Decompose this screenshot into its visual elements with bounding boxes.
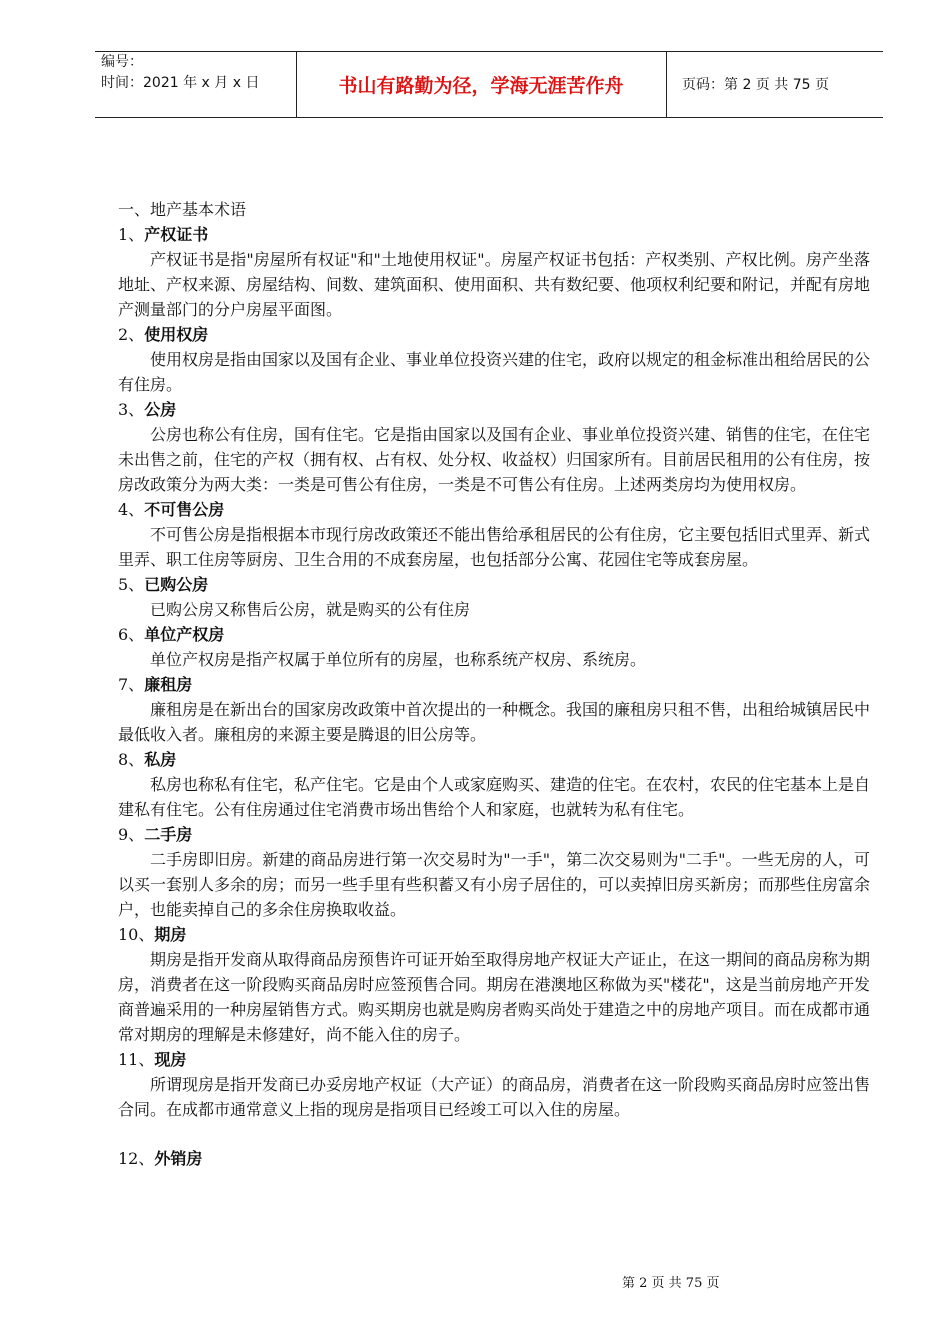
term-paragraph: 私房也称私有住宅，私产住宅。它是由个人或家庭购买、建造的住宅。在农村，农民的住宅基本上是自建私有住宅。公有住房通过住宅消费市场出售给个人和家庭，也就转为私有住宅。 bbox=[118, 775, 871, 819]
term-title: 二手房 bbox=[144, 825, 193, 844]
term-title: 廉租房 bbox=[144, 675, 193, 694]
term-number: 2、 bbox=[118, 325, 145, 344]
term-paragraph: 已购公房又称售后公房，就是购买的公有住房 bbox=[150, 600, 471, 619]
term-entry bbox=[118, 922, 870, 1047]
term-number: 3、 bbox=[118, 400, 145, 419]
header-meta bbox=[101, 52, 259, 94]
term-title: 私房 bbox=[144, 750, 177, 769]
header-number-label: 编号： bbox=[101, 54, 143, 70]
term-entry bbox=[118, 397, 870, 497]
term-paragraph: 单位产权房是指产权属于单位所有的房屋，也称系统产权房、系统房。 bbox=[150, 650, 647, 669]
term-entry bbox=[118, 497, 870, 572]
header-time-label: 时间：2021 年 x 月 x 日 bbox=[101, 75, 260, 91]
section-heading: 一、地产基本术语 bbox=[118, 200, 247, 219]
document-body bbox=[118, 197, 870, 1171]
page-footer: 第 2 页 共 75 页 bbox=[622, 1276, 720, 1291]
term-number: 4、 bbox=[118, 500, 145, 519]
term-paragraph: 二手房即旧房。新建的商品房进行第一次交易时为"一手"，第二次交易则为"二手"。一些无房的人，可以买一套别人多余的房；而另一些手里有些积蓄又有小房子居住的，可以卖掉旧房买新房；而那些住房富余户，也能卖掉自己的多余住房换取收益。 bbox=[118, 850, 871, 919]
term-number: 12、 bbox=[118, 1149, 155, 1168]
term-paragraph: 产权证书是指"房屋所有权证"和"土地使用权证"。房屋产权证书包括：产权类别、产权比例。房产坐落地址、产权来源、房屋结构、间数、建筑面积、使用面积、共有数纪要、他项权利纪要和附记，并配有房地产测量部门的分户房屋平面图。 bbox=[118, 250, 871, 319]
term-title: 公房 bbox=[144, 400, 177, 419]
term-heading bbox=[118, 222, 870, 247]
header-motto: 书山有路勤为径，学海无涯苦作舟 bbox=[338, 74, 624, 97]
term-paragraph: 不可售公房是指根据本市现行房改政策还不能出售给承租居民的公有住房，它主要包括旧式里弄、新式里弄、职工住房等厨房、卫生合用的不成套房屋，也包括部分公寓、花园住宅等成套房屋。 bbox=[118, 525, 871, 569]
term-number: 8、 bbox=[118, 750, 145, 769]
term-heading bbox=[118, 1047, 870, 1072]
term-entry bbox=[118, 322, 870, 397]
header-divider-right bbox=[666, 51, 667, 117]
term-heading bbox=[118, 572, 870, 597]
term-title: 产权证书 bbox=[144, 225, 209, 244]
term-entry bbox=[118, 622, 870, 672]
term-heading bbox=[118, 1146, 870, 1171]
term-heading bbox=[118, 322, 870, 347]
term-entry bbox=[118, 222, 870, 322]
term-title: 现房 bbox=[154, 1050, 187, 1069]
term-entry bbox=[118, 822, 870, 922]
term-entry bbox=[118, 747, 870, 822]
term-paragraph: 公房也称公有住房，国有住宅。它是指由国家以及国有企业、事业单位投资兴建、销售的住宅，在住宅未出售之前，住宅的产权（拥有权、占有权、处分权、收益权）归国家所有。目前居民租用的公有住房，按房改政策分为两大类：一类是可售公有住房，一类是不可售公有住房。上述两类房均为使用权房。 bbox=[118, 425, 871, 494]
term-heading bbox=[118, 672, 870, 697]
term-entry bbox=[118, 1146, 870, 1171]
term-paragraph: 所谓现房是指开发商已办妥房地产权证（大产证）的商品房，消费者在这一阶段购买商品房时应签出售合同。在成都市通常意义上指的现房是指项目已经竣工可以入住的房屋。 bbox=[118, 1075, 871, 1119]
term-title: 外销房 bbox=[154, 1149, 203, 1168]
spacer bbox=[118, 1122, 870, 1146]
term-title: 已购公房 bbox=[144, 575, 209, 594]
term-heading bbox=[118, 397, 870, 422]
term-heading bbox=[118, 747, 870, 772]
term-number: 6、 bbox=[118, 625, 145, 644]
term-heading bbox=[118, 622, 870, 647]
term-entry bbox=[118, 1047, 870, 1122]
term-title: 使用权房 bbox=[144, 325, 209, 344]
term-paragraph: 廉租房是在新出台的国家房改政策中首次提出的一种概念。我国的廉租房只租不售，出租给城镇居民中最低收入者。廉租房的来源主要是腾退的旧公房等。 bbox=[118, 700, 871, 744]
term-entry bbox=[118, 572, 870, 622]
term-number: 1、 bbox=[118, 225, 145, 244]
term-title: 期房 bbox=[154, 925, 187, 944]
term-number: 7、 bbox=[118, 675, 145, 694]
term-number: 11、 bbox=[118, 1050, 155, 1069]
term-number: 5、 bbox=[118, 575, 145, 594]
header-page-label: 页码：第 2 页 共 75 页 bbox=[682, 77, 829, 93]
term-entry bbox=[118, 672, 870, 747]
term-heading bbox=[118, 497, 870, 522]
term-number: 10、 bbox=[118, 925, 155, 944]
term-title: 单位产权房 bbox=[144, 625, 225, 644]
term-paragraph: 期房是指开发商从取得商品房预售许可证开始至取得房地产权证大产证止，在这一期间的商品房称为期房，消费者在这一阶段购买商品房时应签预售合同。期房在港澳地区称做为买"楼花"，这是当前房地产开发商普遍采用的一种房屋销售方式。购买期房也就是购房者购买尚处于建造之中的房地产项目。而在成都市通常对期房的理解是未修建好，尚不能入住的房子。 bbox=[118, 950, 871, 1044]
term-title: 不可售公房 bbox=[144, 500, 225, 519]
term-paragraph: 使用权房是指由国家以及国有企业、事业单位投资兴建的住宅，政府以规定的租金标准出租给居民的公有住房。 bbox=[118, 350, 871, 394]
header-bottom-rule bbox=[95, 117, 883, 118]
term-number: 9、 bbox=[118, 825, 145, 844]
term-heading bbox=[118, 922, 870, 947]
term-heading bbox=[118, 822, 870, 847]
